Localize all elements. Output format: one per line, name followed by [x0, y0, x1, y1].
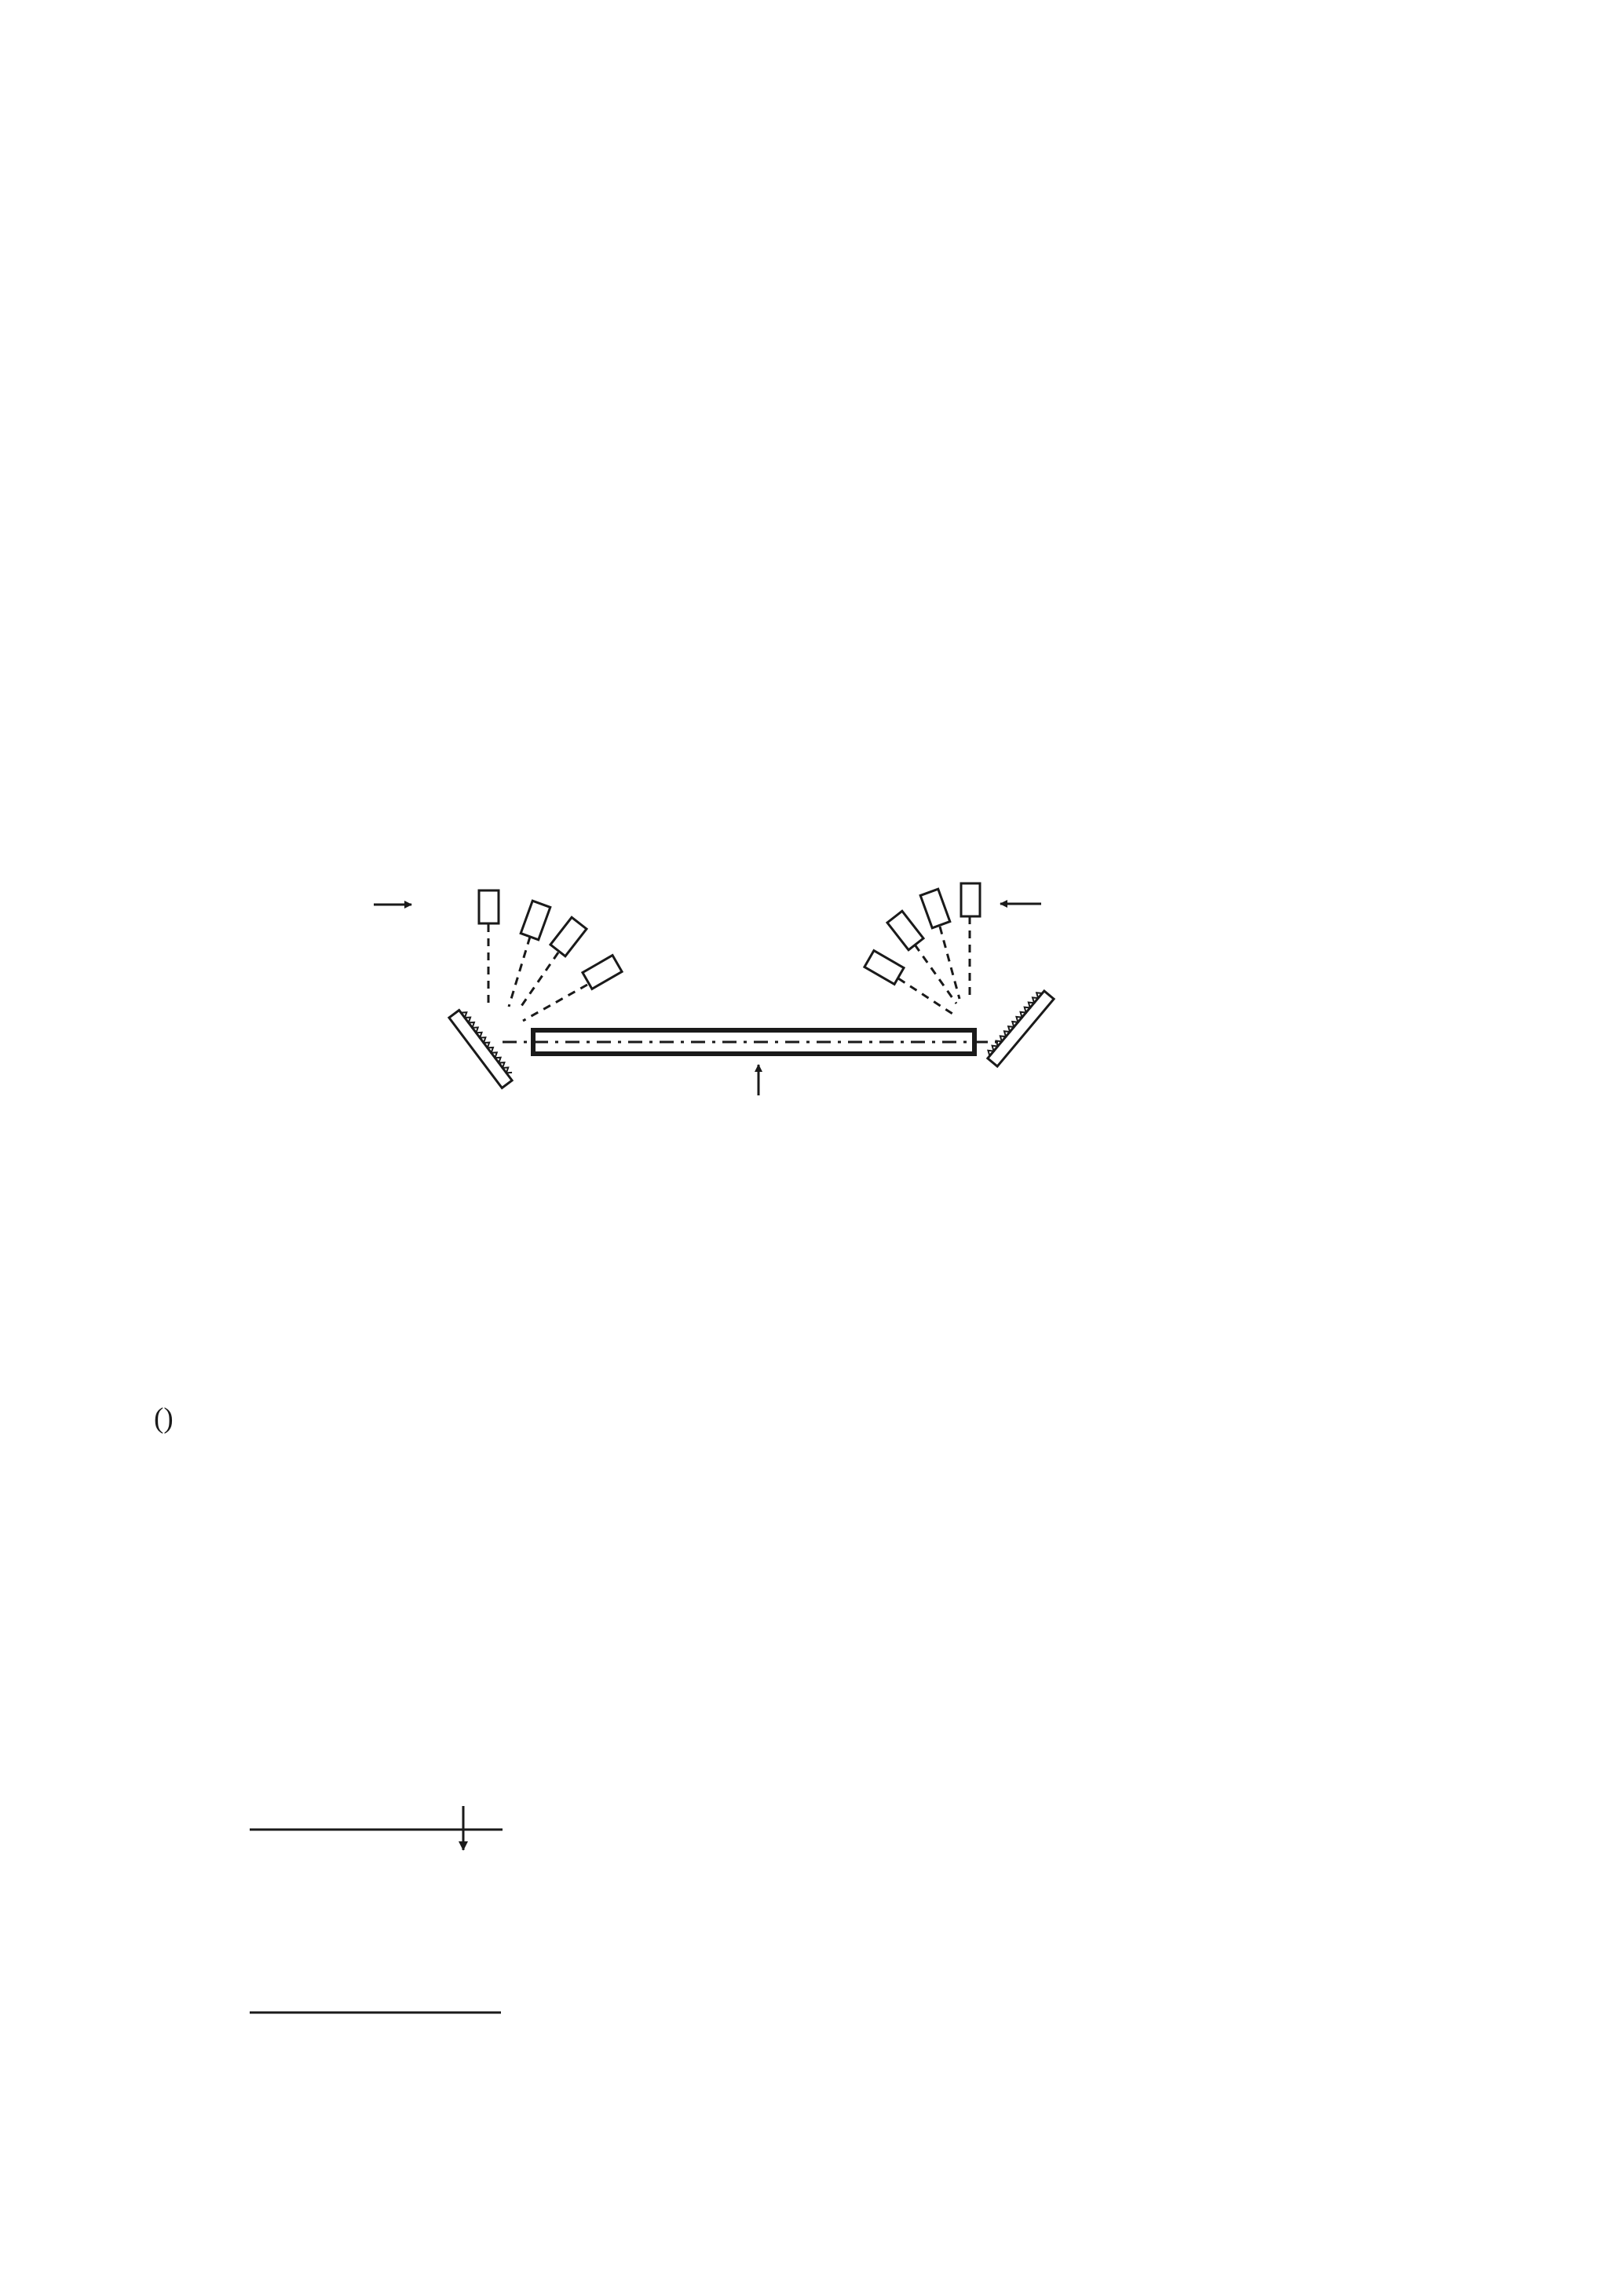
- figure-10-diagram: [0, 1759, 1623, 2104]
- diffraction-grating-left-icon: [449, 1007, 516, 1088]
- laser-vert-icon: [550, 917, 587, 956]
- laser-jaune-icon: [521, 901, 550, 940]
- demux-beams: [898, 916, 970, 1014]
- photodetector-1-icon: [961, 883, 980, 916]
- photodetector-4-icon: [865, 951, 904, 985]
- photodetector-3-icon: [887, 911, 923, 949]
- diffraction-grating-right-icon: [984, 988, 1054, 1066]
- fibre-cylinder: [250, 1830, 503, 2013]
- laser-bleu-icon: [583, 956, 622, 989]
- laser-rouge-icon: [479, 890, 499, 923]
- body-paragraph: (): [154, 1402, 174, 1435]
- figure-9-diagram: [0, 754, 1623, 1162]
- photodetector-2-icon: [920, 889, 950, 928]
